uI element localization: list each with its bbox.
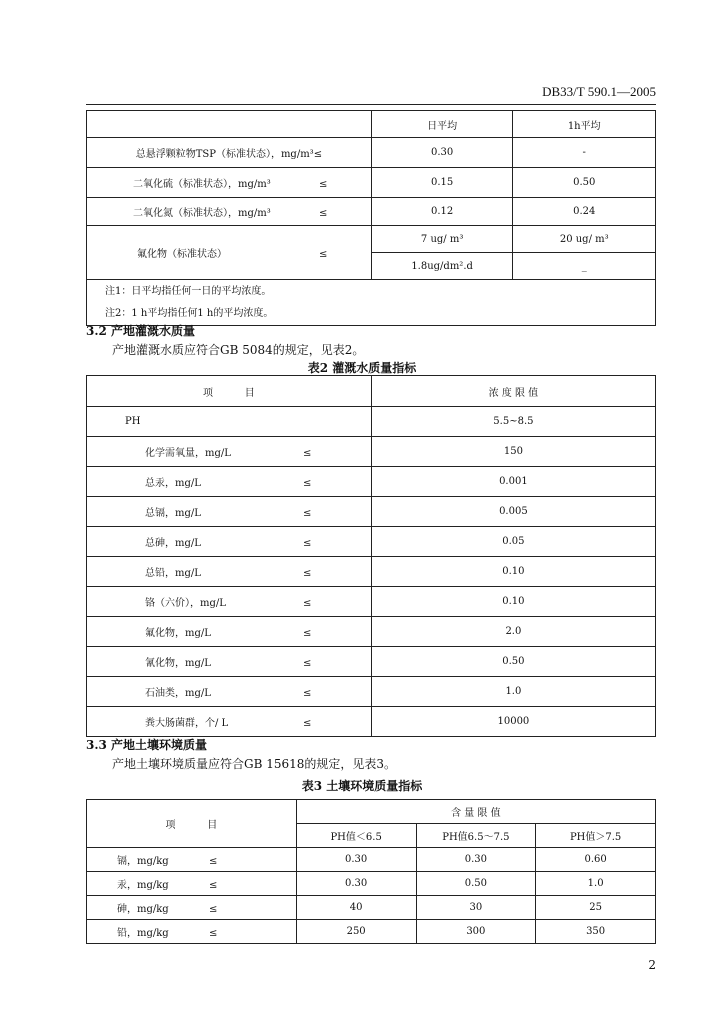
- table2-row-value: 10000: [371, 707, 655, 737]
- table1-row-daily: 0.30: [371, 138, 513, 168]
- table2-head-item: 项 目: [87, 376, 372, 407]
- table1-note-1: 注1：日平均指任何一日的平均浓度。: [105, 285, 272, 297]
- table3-row-label: 铅，mg/kg ≤: [87, 920, 297, 944]
- table2-row-value: 0.10: [371, 557, 655, 587]
- table3-row-label: 汞，mg/kg ≤: [87, 872, 297, 896]
- table2-row: [87, 587, 656, 617]
- section-3-2-text: 产地灌溉水质应符合GB 5084的规定，见表2。: [112, 343, 365, 357]
- table3-row: [87, 920, 656, 944]
- table2-row-label: 铬（六价），mg/L ≤: [87, 587, 372, 617]
- table3-row-value: 30: [416, 896, 536, 920]
- table2-row-value: 0.50: [371, 647, 655, 677]
- page-number: 2: [648, 958, 656, 972]
- table3-row: [87, 848, 656, 872]
- table2-row-label: 石油类，mg/L ≤: [87, 677, 372, 707]
- table2-row-value: 1.0: [371, 677, 655, 707]
- table1-notes: [87, 280, 656, 326]
- table2-row: [87, 647, 656, 677]
- table1-fluoride-hourly-2: _: [513, 253, 656, 280]
- table3-head-ph-high: PH值＞7.5: [536, 824, 656, 848]
- table1-row-daily: 0.12: [371, 198, 513, 226]
- table3-row-value: 300: [416, 920, 536, 944]
- table3-row-value: 0.50: [416, 872, 536, 896]
- section-3-3-text: 产地土壤环境质量应符合GB 15618的规定，见表3。: [112, 757, 397, 771]
- table2-row-label: 总汞，mg/L ≤: [87, 467, 372, 497]
- table2-row-label: 化学需氧量，mg/L ≤: [87, 437, 372, 467]
- table3-head-ph-low: PH值＜6.5: [296, 824, 416, 848]
- table1-head-hourly: 1h平均: [513, 111, 656, 138]
- table2-row: [87, 437, 656, 467]
- table3-row: [87, 872, 656, 896]
- air-quality-table: [86, 110, 656, 326]
- header-rule: [86, 104, 656, 105]
- table1-row-hourly: 0.50: [513, 168, 656, 198]
- table3-row-value: 25: [536, 896, 656, 920]
- table2-row: [87, 557, 656, 587]
- table3-row-value: 0.30: [416, 848, 536, 872]
- table2-head-limit: 浓 度 限 值: [371, 376, 655, 407]
- table2-row-value: 2.0: [371, 617, 655, 647]
- table2-row-label: 总砷，mg/L ≤: [87, 527, 372, 557]
- table1-fluoride-label: 氟化物（标准状态） ≤: [87, 226, 372, 280]
- table2-row-value: 5.5~8.5: [371, 407, 655, 437]
- table2-row-value: 0.005: [371, 497, 655, 527]
- table3-row-value: 40: [296, 896, 416, 920]
- table1-row-hourly: -: [513, 138, 656, 168]
- table3-row-value: 350: [536, 920, 656, 944]
- table2-row-label: 总铅，mg/L ≤: [87, 557, 372, 587]
- soil-quality-table: [86, 799, 656, 944]
- section-3-3-heading: 3.3 产地土壤环境质量: [86, 738, 208, 752]
- table3-row-value: 0.30: [296, 872, 416, 896]
- table3-caption: 表3 土壤环境质量指标: [301, 779, 423, 793]
- table1-fluoride-daily-2: 1.8ug/dm².d: [371, 253, 513, 280]
- table1-head-blank: [87, 111, 372, 138]
- table2-row: [87, 617, 656, 647]
- table1-row-daily: 0.15: [371, 168, 513, 198]
- table1-fluoride-hourly: 20 ug/ m³: [513, 226, 656, 253]
- table2-row: [87, 707, 656, 737]
- table3-row-label: 砷，mg/kg ≤: [87, 896, 297, 920]
- table3-row-value: 250: [296, 920, 416, 944]
- table2-row-value: 0.001: [371, 467, 655, 497]
- table1-fluoride-daily: 7 ug/ m³: [371, 226, 513, 253]
- table1-head-daily: 日平均: [371, 111, 513, 138]
- table3-head-item: 项 目: [87, 800, 297, 848]
- table3-row: [87, 896, 656, 920]
- table2-row: [87, 677, 656, 707]
- section-3-2-heading: 3.2 产地灌溉水质量: [86, 324, 196, 338]
- table3-row-value: 0.30: [296, 848, 416, 872]
- table1-row-label: 二氧化氮（标准状态），mg/m³ ≤: [87, 198, 372, 226]
- table2-row-value: 0.05: [371, 527, 655, 557]
- irrigation-water-table: [86, 375, 656, 737]
- table2-row-label: PH: [87, 407, 372, 437]
- table2-row-label: 粪大肠菌群，个/ L ≤: [87, 707, 372, 737]
- table2-row-label: 总镉，mg/L ≤: [87, 497, 372, 527]
- table2-row: [87, 527, 656, 557]
- table3-row-label: 镉，mg/kg ≤: [87, 848, 297, 872]
- table2-row-value: 150: [371, 437, 655, 467]
- document-code: DB33/T 590.1—2005: [542, 84, 656, 99]
- table3-head-ph-mid: PH值6.5～7.5: [416, 824, 536, 848]
- table1-row-label: 总悬浮颗粒物TSP（标准状态），mg/m³≤: [87, 138, 372, 168]
- table2-row-label: 氰化物，mg/L ≤: [87, 647, 372, 677]
- table3-row-value: 1.0: [536, 872, 656, 896]
- table3-row-value: 0.60: [536, 848, 656, 872]
- table2-row-value: 0.10: [371, 587, 655, 617]
- table1-note-2: 注2：1 h平均指任何1 h的平均浓度。: [105, 307, 274, 319]
- table2-caption: 表2 灌溉水质量指标: [307, 361, 417, 375]
- table2-row: [87, 497, 656, 527]
- table2-row-label: 氟化物，mg/L ≤: [87, 617, 372, 647]
- table2-row: [87, 467, 656, 497]
- table1-row-hourly: 0.24: [513, 198, 656, 226]
- table3-head-group: 含 量 限 值: [296, 800, 655, 824]
- table2-row: [87, 407, 656, 437]
- table1-row-label: 二氧化硫（标准状态），mg/m³ ≤: [87, 168, 372, 198]
